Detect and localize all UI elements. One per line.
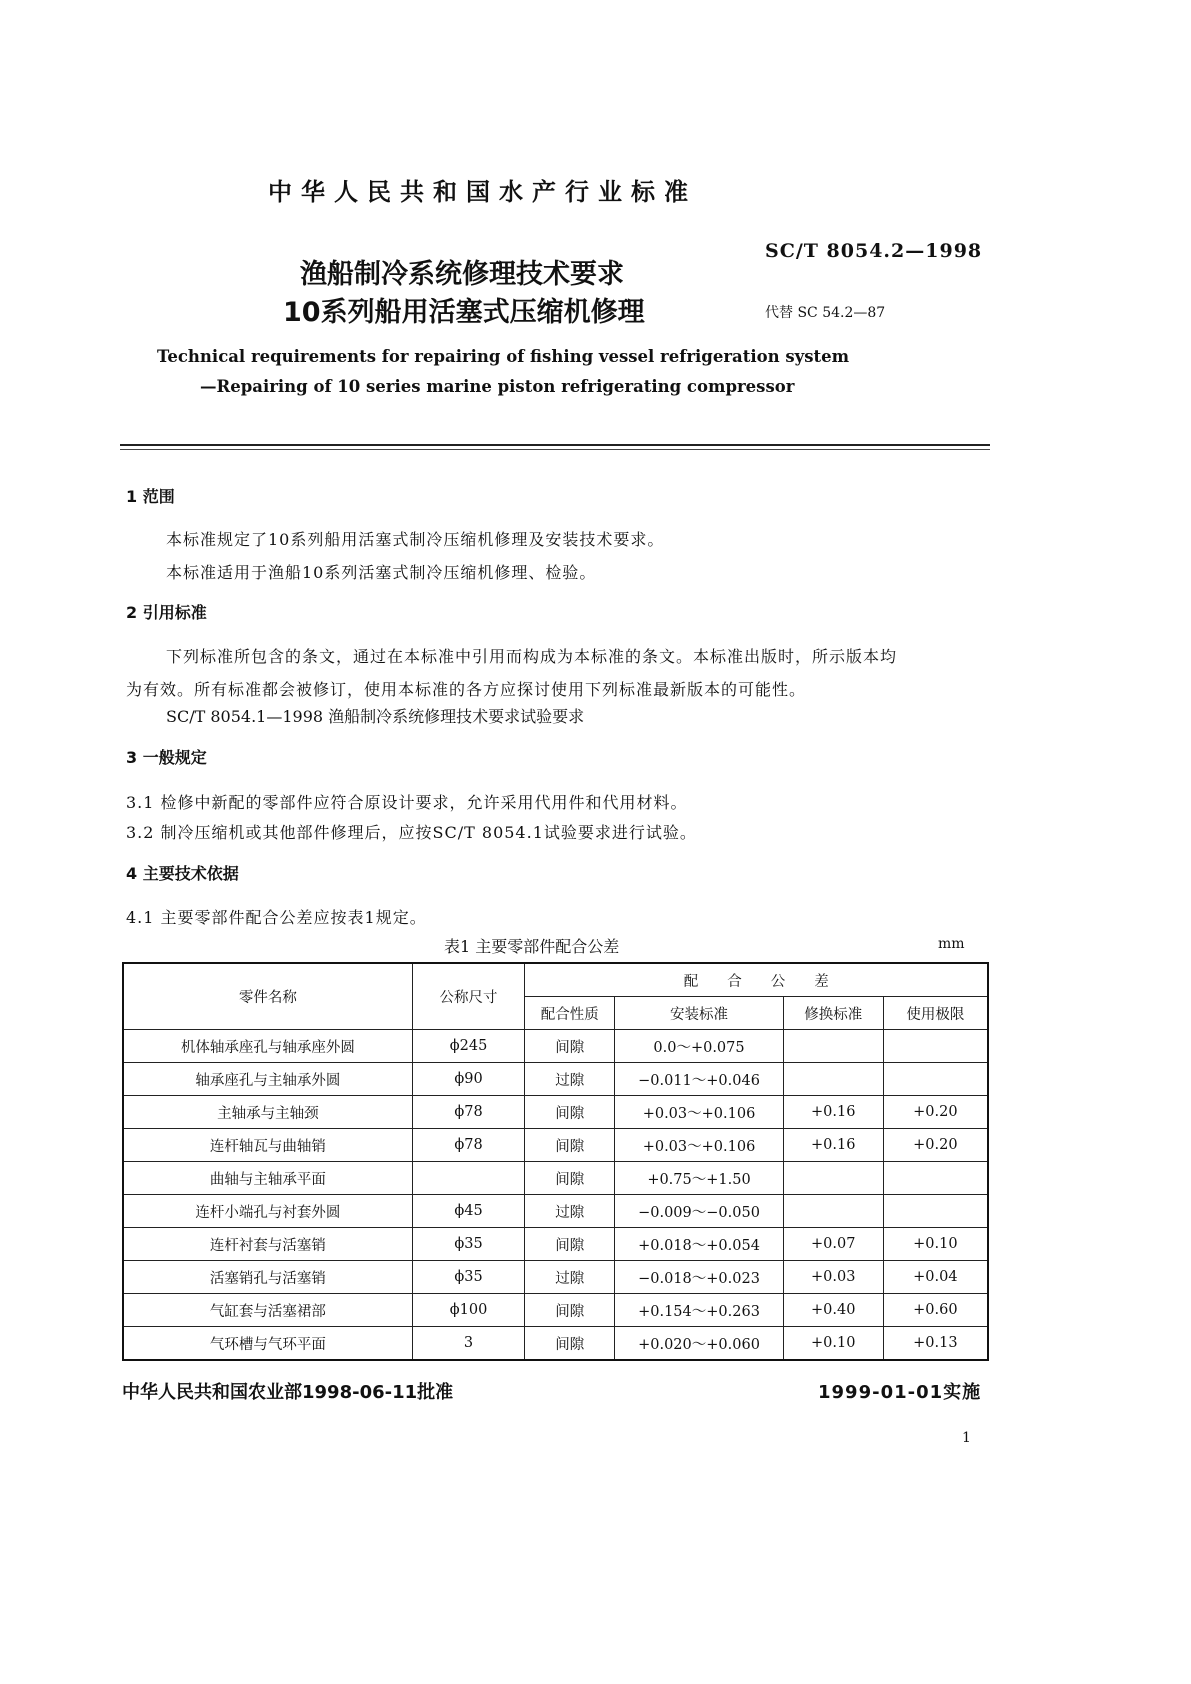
cell-nominal-size: ϕ100 <box>412 1294 525 1327</box>
cell-fit-nature: 过隙 <box>525 1063 615 1096</box>
cell-fit-nature: 间隙 <box>525 1162 615 1195</box>
effective-date: 1999-01-01实施 <box>818 1382 982 1403</box>
table-row <box>123 1294 988 1327</box>
cell-part-name: 机体轴承座孔与轴承座外圆 <box>123 1030 412 1063</box>
cell-use-limit <box>883 1195 988 1228</box>
header-nominal-size: 公称尺寸 <box>412 963 525 1030</box>
table-row <box>123 1030 988 1063</box>
cell-nominal-size: ϕ245 <box>412 1030 525 1063</box>
cell-nominal-size <box>412 1162 525 1195</box>
table-row <box>123 1327 988 1361</box>
section-1-p1: 本标准规定了10系列船用活塞式制冷压缩机修理及安装技术要求。 <box>166 530 665 549</box>
cell-nominal-size: ϕ45 <box>412 1195 525 1228</box>
table-row <box>123 1195 988 1228</box>
section-2-p1: 下列标准所包含的条文，通过在本标准中引用而构成为本标准的条文。本标准出版时，所示版本均 <box>166 647 898 666</box>
table-row <box>123 1063 988 1096</box>
section-2-p1-cont: 为有效。所有标准都会被修订，使用本标准的各方应探讨使用下列标准最新版本的可能性。 <box>126 680 807 699</box>
cell-use-limit: +0.20 <box>883 1129 988 1162</box>
header-divider <box>120 444 990 450</box>
standard-code: SC/T 8054.2—1998 <box>765 240 983 262</box>
header-part-name: 零件名称 <box>123 963 412 1030</box>
cell-install-standard: 0.0～+0.075 <box>615 1030 784 1063</box>
replaces-note: 代替 SC 54.2—87 <box>765 305 886 321</box>
cell-install-standard: −0.011～+0.046 <box>615 1063 784 1096</box>
cell-fit-nature: 过隙 <box>525 1261 615 1294</box>
cell-use-limit <box>883 1030 988 1063</box>
cell-replace-standard <box>783 1162 883 1195</box>
cell-part-name: 气环槽与气环平面 <box>123 1327 412 1361</box>
cell-replace-standard: +0.07 <box>783 1228 883 1261</box>
cell-use-limit: +0.13 <box>883 1327 988 1361</box>
section-2-heading: 2 引用标准 <box>126 603 207 622</box>
cell-replace-standard: +0.16 <box>783 1096 883 1129</box>
cell-replace-standard: +0.03 <box>783 1261 883 1294</box>
clause-3-1: 3.1 检修中新配的零部件应符合原设计要求，允许采用代用件和代用材料。 <box>126 793 688 812</box>
section-1-p2: 本标准适用于渔船10系列活塞式制冷压缩机修理、检验。 <box>166 563 597 582</box>
cell-nominal-size: ϕ78 <box>412 1129 525 1162</box>
cell-fit-nature: 间隙 <box>525 1030 615 1063</box>
english-title-1: Technical requirements for repairing of fishing vessel refrigeration system <box>157 347 850 366</box>
table-row <box>123 1129 988 1162</box>
page-number: 1 <box>962 1430 971 1446</box>
cell-install-standard: +0.75～+1.50 <box>615 1162 784 1195</box>
reference-standard: SC/T 8054.1—1998 渔船制冷系统修理技术要求试验要求 <box>166 707 585 726</box>
cell-install-standard: −0.009～−0.050 <box>615 1195 784 1228</box>
table-row <box>123 1162 988 1195</box>
header-use-limit: 使用极限 <box>883 997 988 1030</box>
cell-part-name: 连杆衬套与活塞销 <box>123 1228 412 1261</box>
cell-install-standard: +0.03～+0.106 <box>615 1096 784 1129</box>
cell-use-limit: +0.04 <box>883 1261 988 1294</box>
org-standard-header: 中华人民共和国水产行业标准 <box>268 178 697 206</box>
cell-fit-nature: 间隙 <box>525 1228 615 1261</box>
table-row <box>123 1228 988 1261</box>
cell-install-standard: +0.020～+0.060 <box>615 1327 784 1361</box>
table-row <box>123 1261 988 1294</box>
title-line-1: 渔船制冷系统修理技术要求 <box>300 259 624 290</box>
section-1-heading: 1 范围 <box>126 487 175 506</box>
cell-replace-standard <box>783 1030 883 1063</box>
clause-3-2: 3.2 制冷压缩机或其他部件修理后，应按SC/T 8054.1试验要求进行试验。 <box>126 823 697 842</box>
cell-install-standard: +0.154～+0.263 <box>615 1294 784 1327</box>
cell-install-standard: −0.018～+0.023 <box>615 1261 784 1294</box>
approval-note: 中华人民共和国农业部1998-06-11批准 <box>122 1382 454 1403</box>
table-row <box>123 1096 988 1129</box>
table-caption: 表1 主要零部件配合公差 <box>444 937 620 956</box>
cell-use-limit <box>883 1063 988 1096</box>
cell-part-name: 活塞销孔与活塞销 <box>123 1261 412 1294</box>
cell-nominal-size: ϕ78 <box>412 1096 525 1129</box>
cell-replace-standard: +0.16 <box>783 1129 883 1162</box>
section-4-heading: 4 主要技术依据 <box>126 864 239 883</box>
cell-part-name: 气缸套与活塞裙部 <box>123 1294 412 1327</box>
english-title-2: —Repairing of 10 series marine piston refrigerating compressor <box>200 377 795 396</box>
tolerance-table <box>122 962 989 1361</box>
cell-fit-nature: 间隙 <box>525 1096 615 1129</box>
header-install-standard: 安装标准 <box>615 997 784 1030</box>
cell-part-name: 曲轴与主轴承平面 <box>123 1162 412 1195</box>
header-fit-tolerance: 配 合 公 差 <box>525 963 988 997</box>
section-3-heading: 3 一般规定 <box>126 748 207 767</box>
cell-part-name: 轴承座孔与主轴承外圆 <box>123 1063 412 1096</box>
cell-use-limit: +0.10 <box>883 1228 988 1261</box>
header-fit-nature: 配合性质 <box>525 997 615 1030</box>
title-line-2: 10系列船用活塞式压缩机修理 <box>283 297 645 328</box>
cell-replace-standard <box>783 1195 883 1228</box>
cell-install-standard: +0.018～+0.054 <box>615 1228 784 1261</box>
cell-nominal-size: ϕ35 <box>412 1261 525 1294</box>
cell-fit-nature: 间隙 <box>525 1294 615 1327</box>
cell-use-limit <box>883 1162 988 1195</box>
cell-part-name: 连杆小端孔与衬套外圆 <box>123 1195 412 1228</box>
table-unit: mm <box>938 936 965 952</box>
cell-replace-standard <box>783 1063 883 1096</box>
cell-use-limit: +0.20 <box>883 1096 988 1129</box>
cell-replace-standard: +0.10 <box>783 1327 883 1361</box>
cell-part-name: 连杆轴瓦与曲轴销 <box>123 1129 412 1162</box>
cell-nominal-size: 3 <box>412 1327 525 1361</box>
cell-replace-standard: +0.40 <box>783 1294 883 1327</box>
cell-part-name: 主轴承与主轴颈 <box>123 1096 412 1129</box>
cell-fit-nature: 间隙 <box>525 1129 615 1162</box>
cell-use-limit: +0.60 <box>883 1294 988 1327</box>
cell-nominal-size: ϕ90 <box>412 1063 525 1096</box>
cell-fit-nature: 间隙 <box>525 1327 615 1361</box>
header-replace-standard: 修换标准 <box>783 997 883 1030</box>
cell-nominal-size: ϕ35 <box>412 1228 525 1261</box>
cell-install-standard: +0.03～+0.106 <box>615 1129 784 1162</box>
cell-fit-nature: 过隙 <box>525 1195 615 1228</box>
clause-4-1: 4.1 主要零部件配合公差应按表1规定。 <box>126 908 427 927</box>
